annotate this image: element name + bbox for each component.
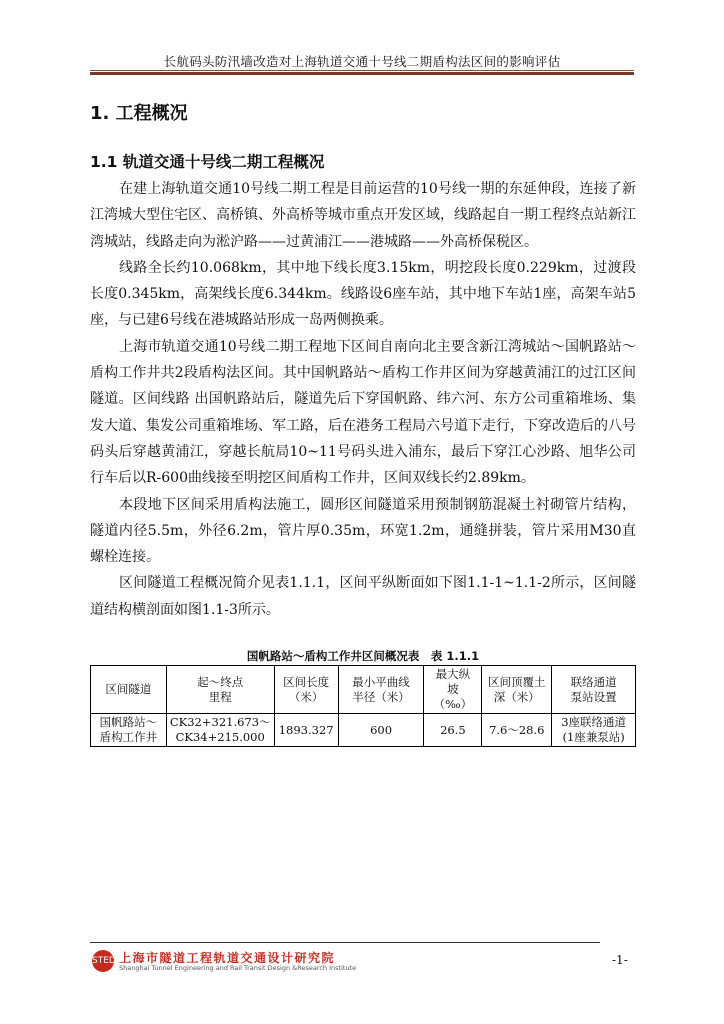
body-text [90, 176, 636, 623]
table-cell: 国帆路站～ 盾构工作井 [91, 714, 167, 747]
institute-name-en: Shanghai Tunnel Engineering and Rail Transit Design &Research Institute [119, 964, 357, 972]
paragraph-5: 区间隧道工程概况简介见表1.1.1，区间平纵断面如下图1.1-1~1.1-2所示，区间隧道结构横剖面如图1.1-3所示。 [90, 575, 636, 618]
table-cell: 600 [338, 714, 424, 747]
table-cell: CK32+321.673～ CK34+215.000 [166, 714, 274, 747]
section-heading-1: 1. 工程概况 [90, 103, 188, 124]
paragraph-3: 上海市轨道交通10号线二期工程地下区间自南向北主要含新江湾城站～国帆路站～盾构工作井共2段盾构法区间。其中国帆路站～盾构工作井区间为穿越黄浦江的过江区间隧道。区间线路 出国帆路站后，隧道先后下穿国帆路、纬六河、东方公司重箱堆场、集发大道、集发公司重箱堆场、军工路，后在港务工程局六号道下走行，下穿改造后的八号码头后穿越黄浦江，穿越长航局10~11号码头进入浦东，最后下穿江心沙路、旭华公司行车后以R-600曲线接至明挖区间盾构工作井，区间双线长约2.89km。 [90, 338, 636, 487]
running-header: 长航码头防汛墙改造对上海轨道交通十号线二期盾构法区间的影响评估 [163, 54, 561, 69]
header-rule-thick [90, 72, 634, 75]
table-cell: 1893.327 [274, 714, 338, 747]
table-row [91, 714, 636, 747]
header-cell: 联络通道 泵站设置 [552, 666, 636, 714]
section-heading-1-1: 1.1 轨道交通十号线二期工程概况 [90, 153, 325, 171]
header-cell: 区间隧道 [91, 666, 167, 714]
footer-rule [90, 942, 600, 943]
header-cell: 区间长度 （米） [274, 666, 338, 714]
paragraph-1: 在建上海轨道交通10号线二期工程是目前运营的10号线一期的东延伸段，连接了新江湾城大型住宅区、高桥镇、外高桥等城市重点开发区域，线路起自一期工程终点站新江湾城站，线路走向为淞沪路——过黄浦江——港城路——外高桥保税区。 [90, 181, 636, 250]
institute-logo-icon: STEDI [92, 950, 114, 972]
paragraph-2: 线路全长约10.068km，其中地下线长度3.15km，明挖段长度0.229km，过渡段长度0.345km，高架线长度6.344km。线路设6座车站，其中地下车站1座，高架车站5座，与已建6号线在港城路站形成一岛两侧换乘。 [90, 259, 636, 329]
header-cell: 最小平曲线 半径（米） [338, 666, 424, 714]
header-rule-thin [90, 70, 634, 71]
header-cell: 区间顶覆土 深（米） [482, 666, 552, 714]
institute-name-cn: 上海市隧道工程轨道交通设计研究院 [119, 951, 336, 965]
header-cell: 最大纵 坡 （‰） [424, 666, 482, 714]
table-cell: 3座联络通道 (1座兼泵站) [552, 714, 636, 747]
table-header-row [91, 666, 636, 714]
page-number: -1- [612, 953, 628, 967]
table-cell: 26.5 [424, 714, 482, 747]
table-title: 国帆路站～盾构工作井区间概况表 表 1.1.1 [246, 649, 480, 663]
header-cell: 起～终点 里程 [166, 666, 274, 714]
table-cell: 7.6～28.6 [482, 714, 552, 747]
paragraph-4: 本段地下区间采用盾构法施工，圆形区间隧道采用预制钢筋混凝土衬砌管片结构，隧道内径5.5m，外径6.2m，管片厚0.35m，环宽1.2m，通缝拼装，管片采用M30直螺栓连接。 [90, 496, 636, 566]
overview-table [90, 665, 636, 747]
